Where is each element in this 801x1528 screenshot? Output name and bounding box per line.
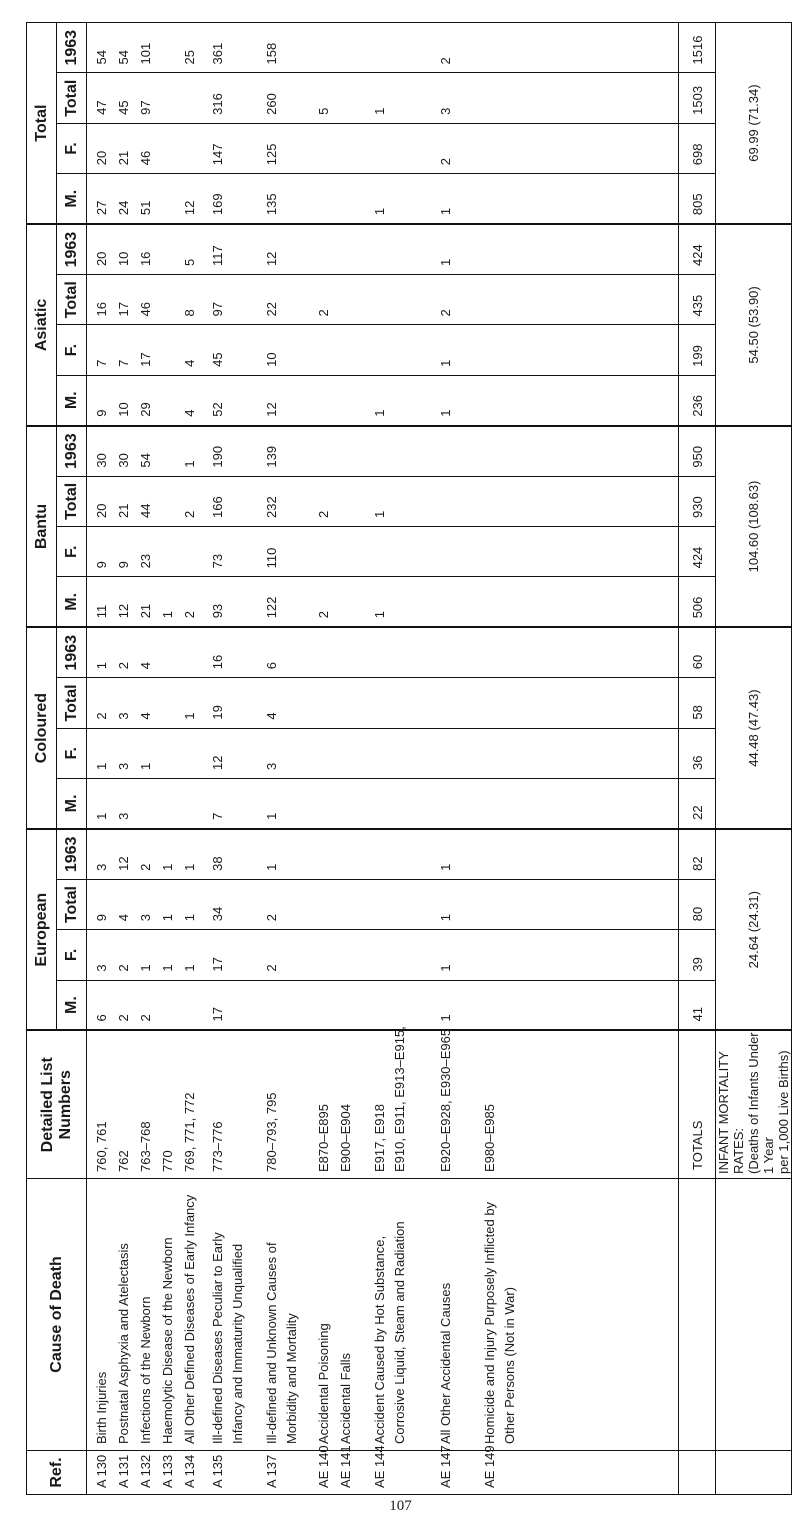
total-value: 41: [679, 980, 716, 1030]
total-value: 236: [679, 375, 716, 425]
data-value: 1: [160, 611, 175, 619]
data-value: 11: [94, 604, 109, 619]
data-value: 1: [372, 107, 387, 115]
detailed-list-number: 762: [116, 1150, 131, 1172]
data-value: 1: [182, 863, 197, 871]
subheader-eu-0: M.: [57, 980, 87, 1030]
data-value: 21: [138, 603, 153, 619]
data-value: 29: [138, 402, 153, 417]
data-value: 2: [316, 510, 331, 519]
data-column-to-3: [87, 23, 679, 73]
cause-of-death: Infancy and Immaturity Unqualified: [230, 1243, 245, 1444]
data-column-eu-0: [87, 980, 679, 1030]
total-value: 39: [679, 930, 716, 980]
totals-label: TOTALS: [679, 1031, 716, 1179]
infant-mortality-rate-to: 69.99 (71.34): [716, 23, 792, 225]
data-value: 125: [264, 143, 279, 166]
ref-code: A 132: [138, 1454, 153, 1488]
cause-of-death: Infections of the Newborn: [138, 1296, 153, 1444]
data-value: 20: [94, 503, 109, 519]
data-value: 46: [138, 150, 153, 166]
data-column-to-2: [87, 73, 679, 123]
rates-label: [716, 1031, 792, 1179]
detailed-list-number: 780–793, 795: [264, 1092, 279, 1172]
data-value: 23: [138, 553, 153, 569]
rates-label-line: INFANT MORTALITY RATES:: [716, 1051, 746, 1174]
data-value: 1: [182, 712, 197, 720]
data-value: 1: [160, 964, 175, 972]
detailed-list-number: E910, E911, E913–E915,: [392, 1026, 407, 1172]
data-value: 232: [264, 496, 279, 519]
data-value: 16: [94, 301, 109, 317]
data-value: 2: [138, 1014, 153, 1022]
data-value: 2: [116, 661, 131, 670]
data-value: 45: [210, 352, 225, 367]
body-row: [87, 23, 679, 1495]
list-column: [87, 1026, 679, 1179]
data-value: 1: [94, 762, 109, 770]
data-value: 2: [438, 309, 453, 317]
total-value: 506: [679, 577, 716, 627]
ref-code: AE 141: [338, 1445, 353, 1488]
data-value: 101: [138, 42, 153, 65]
ref-code: A 133: [160, 1454, 175, 1488]
subheader-co-1: F.: [57, 728, 87, 778]
total-value: 424: [679, 527, 716, 577]
detailed-list-number: E870–E895: [316, 1104, 331, 1172]
cause-of-death: Postnatal Asphyxia and Atelectasis: [116, 1243, 131, 1444]
subheader-as-0: M.: [57, 375, 87, 425]
data-value: 3: [94, 863, 109, 871]
data-value: 1: [372, 409, 387, 417]
data-value: 20: [94, 251, 109, 267]
rotated-table-wrapper: [26, 23, 791, 1495]
data-value: 16: [210, 654, 225, 670]
data-column-to-0: [87, 174, 679, 224]
cause-of-death: All Other Defined Diseases of Early Infancy: [182, 1194, 197, 1444]
data-value: 3: [138, 913, 153, 922]
cause-column: [87, 1179, 679, 1451]
header-ref: Ref.: [27, 1451, 87, 1495]
data-value: 54: [138, 453, 153, 468]
data-value: 4: [138, 712, 153, 720]
data-value: 7: [94, 359, 109, 367]
cause-of-death: Morbidity and Mortality: [284, 1313, 299, 1444]
data-value: 10: [116, 402, 131, 417]
subheader-as-3: 1963: [57, 224, 87, 274]
data-column-as-2: [87, 275, 679, 325]
detailed-list-number: E980–E985: [482, 1104, 497, 1172]
total-value: 435: [679, 275, 716, 325]
subheader-eu-1: F.: [57, 930, 87, 980]
data-column-ba-2: [87, 476, 679, 526]
cause-of-death: All Other Accidental Causes: [438, 1282, 453, 1444]
total-value: 199: [679, 325, 716, 375]
data-value: 2: [94, 712, 109, 720]
subheader-to-1: F.: [57, 123, 87, 173]
cause-of-death: Accidental Falls: [338, 1352, 353, 1444]
data-value: 16: [138, 251, 153, 267]
data-value: 135: [264, 193, 279, 216]
data-value: 54: [116, 49, 131, 65]
infant-mortality-rate-ba: 104.60 (108.63): [716, 426, 792, 628]
data-value: 9: [94, 409, 109, 417]
data-value: 12: [210, 755, 225, 770]
data-value: 3: [116, 762, 131, 770]
data-value: 2: [264, 964, 279, 972]
data-value: 1: [160, 913, 175, 922]
data-value: 47: [94, 100, 109, 115]
data-value: 4: [116, 913, 131, 922]
ref-column: [87, 1445, 679, 1495]
data-column-ba-0: [87, 577, 679, 627]
data-value: 1: [438, 863, 453, 871]
data-value: 17: [116, 301, 131, 317]
data-value: 97: [210, 301, 225, 317]
rates-label-line: per 1,000 Live Births): [776, 1050, 791, 1174]
data-value: 6: [264, 661, 279, 670]
data-value: 24: [116, 200, 131, 216]
rates-label-line: (Deaths of Infants Under 1 Year: [746, 1032, 776, 1174]
data-value: 1: [372, 611, 387, 619]
data-value: 12: [264, 402, 279, 417]
total-value: 930: [679, 476, 716, 526]
detailed-list-number: E917, E918: [372, 1104, 387, 1172]
data-value: 51: [138, 200, 153, 216]
header-group-bantu: Bantu: [27, 426, 57, 628]
data-value: 2: [438, 158, 453, 166]
data-value: 93: [210, 603, 225, 619]
data-value: 21: [116, 503, 131, 519]
cause-of-death: Homicide and Injury Purposely Inflicted by: [482, 1201, 497, 1444]
data-value: 1: [438, 359, 453, 367]
rates-blank-cause: [716, 1179, 792, 1451]
data-value: 1: [438, 913, 453, 922]
totals-blank-ref: [679, 1451, 716, 1495]
header-group-total: Total: [27, 23, 57, 225]
data-column-ba-1: [87, 527, 679, 577]
data-column-co-1: [87, 728, 679, 778]
data-value: 9: [116, 561, 131, 569]
ref-code: A 131: [116, 1454, 131, 1488]
ref-code: AE 147: [438, 1445, 453, 1488]
detailed-list-number: E900–E904: [338, 1104, 353, 1172]
data-value: 169: [210, 193, 225, 216]
infant-mortality-table: [26, 22, 792, 1495]
data-value: 10: [116, 251, 131, 267]
total-value: 698: [679, 123, 716, 173]
data-value: 1: [264, 863, 279, 871]
data-value: 4: [138, 661, 153, 670]
data-value: 1: [94, 812, 109, 820]
data-value: 190: [210, 445, 225, 468]
data-value: 54: [94, 49, 109, 65]
data-value: 2: [316, 611, 331, 619]
data-value: 3: [94, 964, 109, 972]
data-value: 5: [316, 107, 331, 115]
data-value: 1: [138, 964, 153, 972]
detailed-list-number: 769, 771, 772: [182, 1092, 197, 1172]
data-value: 139: [264, 445, 279, 468]
cause-of-death: Birth Injuries: [94, 1371, 109, 1444]
data-value: 17: [210, 1007, 225, 1022]
data-value: 44: [138, 503, 153, 519]
cause-of-death: Corrosive Liquid, Steam and Radiation: [392, 1221, 407, 1444]
header-cause: Cause of Death: [27, 1179, 87, 1451]
data-value: 22: [264, 301, 279, 317]
total-value: 22: [679, 779, 716, 829]
detailed-list-number: 763–768: [138, 1121, 153, 1172]
data-value: 10: [264, 352, 279, 367]
data-value: 166: [210, 496, 225, 519]
subheader-ba-2: Total: [57, 476, 87, 526]
cause-of-death: Ill-defined and Unknown Causes of: [264, 1242, 279, 1444]
data-value: 2: [116, 964, 131, 972]
data-value: 52: [210, 402, 225, 417]
data-value: 73: [210, 553, 225, 569]
subheader-ba-0: M.: [57, 577, 87, 627]
data-value: 34: [210, 906, 225, 922]
cause-of-death: Ill-defined Diseases Peculiar to Early: [210, 1232, 225, 1444]
ref-code: AE 149: [482, 1445, 497, 1488]
cause-of-death: Other Persons (Not in War): [502, 1286, 517, 1444]
data-column-co-2: [87, 678, 679, 728]
subheader-co-0: M.: [57, 779, 87, 829]
detailed-list-number: 773–776: [210, 1121, 225, 1172]
data-value: 12: [116, 856, 131, 871]
total-value: 1503: [679, 73, 716, 123]
subheader-eu-2: Total: [57, 879, 87, 929]
data-column-co-0: [87, 779, 679, 829]
subheader-as-1: F.: [57, 325, 87, 375]
ref-code: A 137: [264, 1454, 279, 1488]
data-value: 3: [438, 107, 453, 115]
infant-mortality-rate-as: 54.50 (53.90): [716, 224, 792, 426]
ref-code: A 134: [182, 1454, 197, 1488]
data-value: 110: [264, 547, 279, 569]
data-column-eu-2: [87, 879, 679, 929]
data-value: 25: [182, 49, 197, 65]
subheader-to-2: Total: [57, 73, 87, 123]
ref-code: A 135: [210, 1454, 225, 1488]
data-value: 1: [182, 913, 197, 922]
data-column-as-0: [87, 375, 679, 425]
header-group-european: European: [27, 829, 57, 1031]
data-value: 1: [160, 863, 175, 871]
totals-blank-cause: [679, 1179, 716, 1451]
data-column-eu-1: [87, 930, 679, 980]
infant-mortality-rate-eu: 24.64 (24.31): [716, 829, 792, 1031]
ref-code: AE 144: [372, 1445, 387, 1488]
total-value: 82: [679, 829, 716, 879]
data-value: 2: [316, 309, 331, 317]
data-value: 19: [210, 705, 225, 720]
cause-of-death: Accident Caused by Hot Substance,: [372, 1235, 387, 1444]
data-value: 1: [438, 964, 453, 972]
rates-row: [716, 23, 792, 1495]
data-value: 2: [438, 57, 453, 65]
data-value: 1: [438, 409, 453, 417]
data-value: 3: [116, 812, 131, 820]
data-value: 7: [210, 812, 225, 820]
data-value: 4: [182, 409, 197, 417]
subheader-eu-3: 1963: [57, 829, 87, 879]
total-value: 950: [679, 426, 716, 476]
data-value: 12: [116, 603, 131, 619]
data-value: 12: [182, 200, 197, 216]
detailed-list-number: 760, 761: [94, 1121, 109, 1172]
total-value: 36: [679, 728, 716, 778]
data-value: 3: [264, 762, 279, 770]
data-value: 2: [264, 913, 279, 922]
totals-row: [679, 23, 716, 1495]
data-column-to-1: [87, 123, 679, 173]
data-value: 1: [138, 762, 153, 770]
header-group-asiatic: Asiatic: [27, 224, 57, 426]
data-value: 46: [138, 301, 153, 317]
infant-mortality-rate-co: 44.48 (47.43): [716, 627, 792, 829]
data-value: 2: [116, 1014, 131, 1022]
data-value: 1: [182, 964, 197, 972]
data-value: 12: [264, 251, 279, 267]
data-value: 260: [264, 93, 279, 115]
data-value: 30: [94, 453, 109, 468]
data-value: 2: [138, 863, 153, 871]
detailed-list-number: E920–E928, E930–E965: [438, 1028, 453, 1172]
data-value: 1: [94, 661, 109, 670]
data-value: 17: [210, 957, 225, 972]
data-column-as-3: [87, 224, 679, 274]
data-value: 2: [182, 611, 197, 619]
data-value: 1: [438, 207, 453, 216]
data-value: 97: [138, 100, 153, 115]
data-value: 30: [116, 453, 131, 468]
detailed-list-number: 770: [160, 1150, 175, 1172]
subheader-as-2: Total: [57, 275, 87, 325]
data-value: 20: [94, 150, 109, 166]
data-value: 7: [116, 359, 131, 367]
data-value: 147: [210, 143, 225, 166]
data-value: 27: [94, 200, 109, 216]
subheader-ba-3: 1963: [57, 426, 87, 476]
data-value: 1: [372, 510, 387, 519]
data-value: 2: [182, 510, 197, 519]
data-value: 1: [182, 460, 197, 468]
cause-of-death: Haemolytic Disease of the Newborn: [160, 1237, 175, 1444]
data-value: 1: [264, 812, 279, 820]
data-value: 4: [182, 359, 197, 367]
page-number: 107: [389, 1498, 412, 1514]
data-column-co-3: [87, 627, 679, 677]
subheader-co-3: 1963: [57, 627, 87, 677]
ref-code: AE 140: [316, 1445, 331, 1488]
total-value: 424: [679, 224, 716, 274]
data-value: 117: [210, 245, 225, 267]
rates-blank-ref: [716, 1451, 792, 1495]
subheader-to-3: 1963: [57, 23, 87, 73]
data-value: 38: [210, 856, 225, 871]
subheader-to-0: M.: [57, 174, 87, 224]
data-value: 4: [264, 712, 279, 720]
total-value: 80: [679, 879, 716, 929]
data-value: 9: [94, 913, 109, 922]
data-value: 5: [182, 258, 197, 267]
data-value: 361: [210, 42, 225, 65]
ref-code: A 130: [94, 1454, 109, 1488]
total-value: 1516: [679, 23, 716, 73]
data-value: 8: [182, 309, 197, 317]
data-value: 21: [116, 150, 131, 166]
data-value: 1: [372, 207, 387, 216]
data-value: 122: [264, 596, 279, 619]
subheader-ba-1: F.: [57, 527, 87, 577]
header-group-coloured: Coloured: [27, 627, 57, 829]
header-detailed: Detailed List Numbers: [27, 1031, 87, 1179]
data-value: 316: [210, 93, 225, 115]
data-value: 1: [438, 1014, 453, 1022]
total-value: 60: [679, 627, 716, 677]
subheader-co-2: Total: [57, 678, 87, 728]
data-column-as-1: [87, 325, 679, 375]
total-value: 58: [679, 678, 716, 728]
data-value: 45: [116, 100, 131, 115]
cause-of-death: Accidental Poisoning: [316, 1323, 331, 1444]
data-column-eu-3: [87, 829, 679, 879]
data-value: 17: [138, 352, 153, 367]
data-column-ba-3: [87, 426, 679, 476]
data-value: 6: [94, 1014, 109, 1022]
data-value: 1: [438, 258, 453, 267]
data-value: 9: [94, 561, 109, 569]
total-value: 805: [679, 174, 716, 224]
data-value: 158: [264, 42, 279, 65]
data-value: 3: [116, 712, 131, 720]
